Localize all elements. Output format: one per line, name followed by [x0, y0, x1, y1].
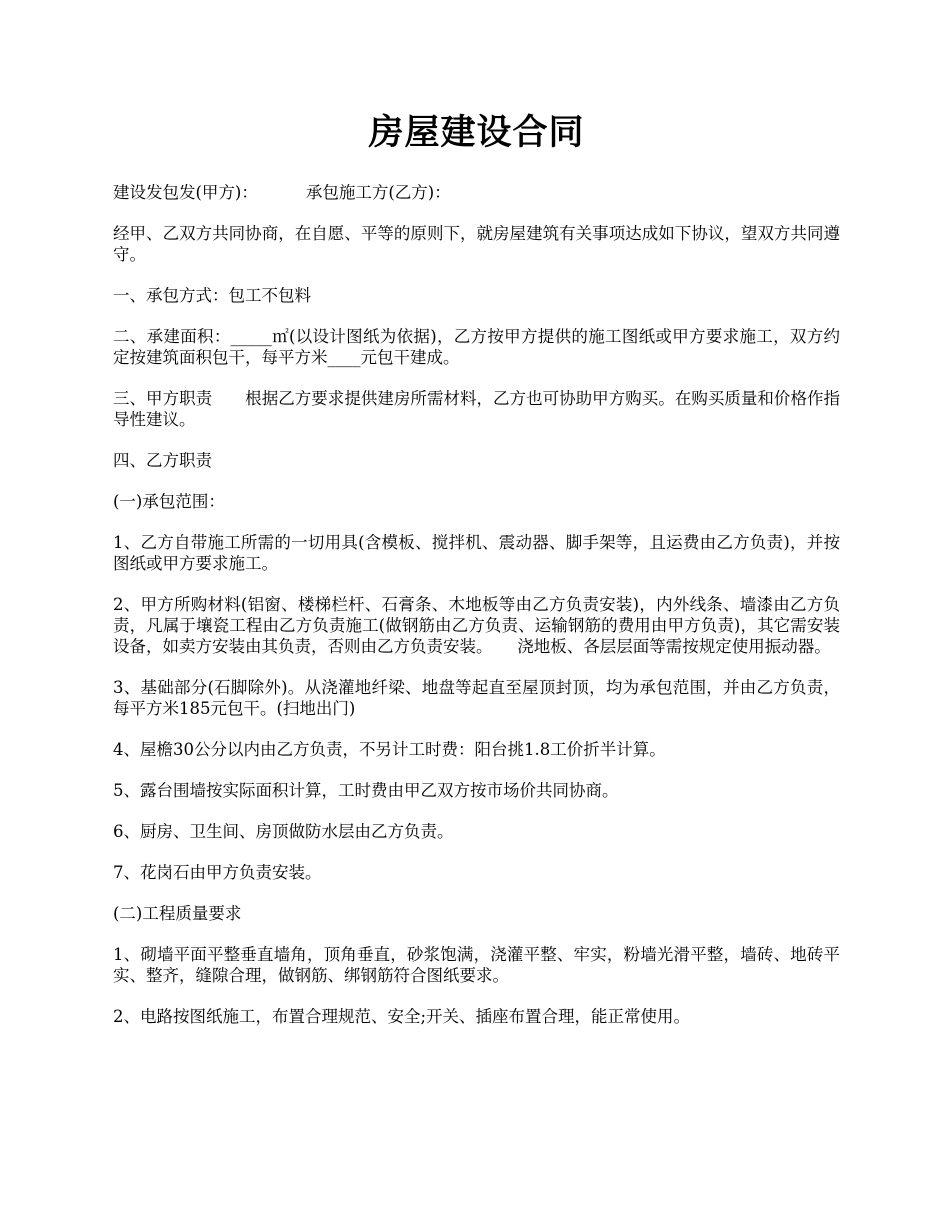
- party-a-label: 建设发包发(甲方)：: [113, 183, 258, 202]
- section-4-party-b-duties: 四、乙方职责: [113, 451, 212, 470]
- paragraph-intro: 经甲、乙双方共同协商，在自愿、平等的原则下，就房屋建筑有关事项达成如下协议，望双方共同遵守。: [113, 224, 840, 264]
- section-1-contract-mode: 一、承包方式：包工不包料: [113, 286, 311, 305]
- scope-item-1: 1、乙方自带施工所需的一切用具(含模板、搅拌机、震动器、脚手架等，且运费由乙方负责)，并按图纸或甲方要求施工。: [113, 533, 840, 573]
- scope-item-5: 5、露台围墙按实际面积计算，工时费由甲乙双方按市场价共同协商。: [113, 781, 619, 800]
- scope-item-3: 3、基础部分(石脚除外)。从浇灌地纤梁、地盘等起直至屋顶封顶，均为承包范围，并由乙方负责，每平方米185元包干。(扫地出门): [113, 678, 840, 718]
- scope-item-7: 7、花岗石由甲方负责安装。: [113, 863, 322, 882]
- scope-item-2: 2、甲方所购材料(铝窗、楼梯栏杆、石膏条、木地板等由乙方负责安装)，内外线条、墙漆由乙方负责，凡属于壤瓷工程由乙方负责施工(做钢筋由乙方负责、运输钢筋的费用由甲方负责)，其它需安装设备，如卖方安装由其负责，否则由乙方负责安装。 浇地板、各层层面等需按规定使用振动器。: [113, 595, 840, 656]
- quality-item-1: 1、砌墙平面平整垂直墙角，顶角垂直，砂浆饱满，浇灌平整、牢实，粉墙光滑平整，墙砖、地砖平实、整齐，缝隙合理，做钢筋、绑钢筋符合图纸要求。: [113, 945, 840, 985]
- section-2-build-area: 二、承建面积：_____㎡(以设计图纸为依据)，乙方按甲方提供的施工图纸或甲方要求施工，双方约定按建筑面积包干，每平方米____元包干建成。: [113, 327, 840, 367]
- party-b-label: 承包施工方(乙方)：: [305, 183, 451, 202]
- subsection-quality-heading: (二)工程质量要求: [113, 904, 242, 923]
- scope-item-6: 6、厨房、卫生间、房顶做防水层由乙方负责。: [113, 822, 454, 841]
- contract-document: [113, 112, 840, 1047]
- scope-item-4: 4、屋檐30公分以内由乙方负责，不另计工时费：阳台挑1.8工价折半计算。: [113, 740, 666, 759]
- quality-item-2: 2、电路按图纸施工，布置合理规范、安全;开关、插座布置合理，能正常使用。: [113, 1007, 691, 1026]
- section-3-party-a-duties: 三、甲方职责 根据乙方要求提供建房所需材料，乙方也可协助甲方购买。在购买质量和价格作指导性建议。: [113, 389, 840, 429]
- subsection-scope-heading: (一)承包范围：: [113, 492, 225, 511]
- document-title: 房屋建设合同: [368, 112, 585, 153]
- parties-line: [113, 182, 840, 203]
